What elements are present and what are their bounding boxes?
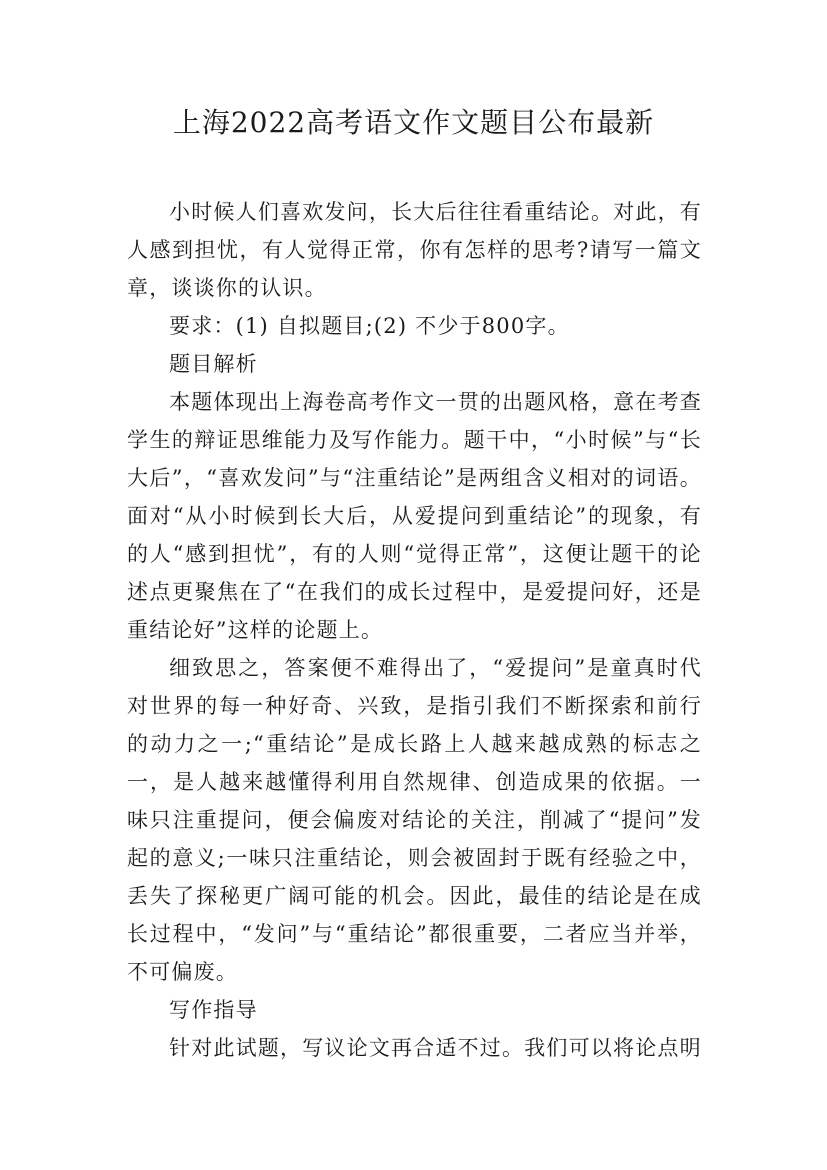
paragraph-writing-guide: 针对此试题，写议论文再合适不过。我们可以将论点明 bbox=[169, 1036, 702, 1060]
paragraph-analysis-1: 本题体现出上海卷高考作文一贯的出题风格，意在考查学生的辩证思维能力及写作能力。题干中，“小时候”与“长大后”，“喜欢发问”与“注重结论”是两组含义相对的词语。面对“从小时候到长大后，从爱提问到重结论”的现象，有的人“感到担忧”，有的人则“觉得正常”，这便让题干的论述点更聚焦在了“在我们的成长过程中，是爱提问好，还是重结论好”这样的论题上。 bbox=[127, 390, 702, 642]
paragraph-prompt: 小时候人们喜欢发问，长大后往往看重结论。对此，有人感到担忧，有人觉得正常，你有怎样的思考?请写一篇文章，谈谈你的认识。 bbox=[127, 200, 702, 300]
paragraph-requirements: 要求：(1) 自拟题目;(2) 不少于800字。 bbox=[169, 314, 570, 338]
document-title: 上海2022高考语文作文题目公布最新 bbox=[172, 106, 655, 139]
heading-writing-guide: 写作指导 bbox=[169, 998, 258, 1022]
document-body bbox=[127, 193, 702, 1067]
heading-analysis: 题目解析 bbox=[169, 352, 258, 376]
paragraph-analysis-2: 细致思之，答案便不难得出了，“爱提问”是童真时代对世界的每一种好奇、兴致，是指引我们不断探索和前行的动力之一;“重结论”是成长路上人越来越成熟的标志之一，是人越来越懂得利用自然规律、创造成果的依据。一味只注重提问，便会偏废对结论的关注，削减了“提问”发起的意义;一味只注重结论，则会被固封于既有经验之中，丢失了探秘更广阔可能的机会。因此，最佳的结论是在成长过程中，“发问”与“重结论”都很重要，二者应当并举，不可偏废。 bbox=[127, 656, 702, 984]
